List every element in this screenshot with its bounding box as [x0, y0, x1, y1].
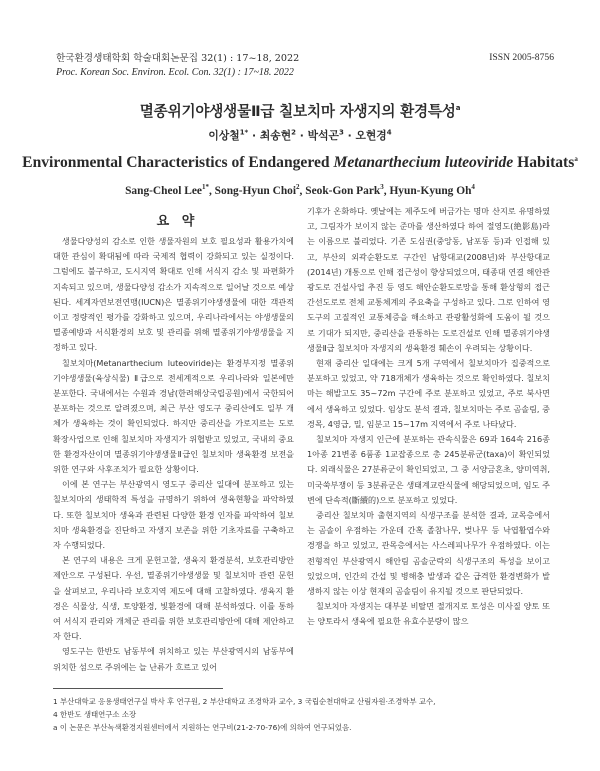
author-affiliation-sup: 3 — [380, 183, 384, 192]
abstract-heading: 요 약 — [156, 214, 199, 229]
author-affiliation-sup: 4 — [471, 183, 475, 192]
authors-ko — [0, 128, 600, 143]
author-name: Seok-Gon Park — [305, 185, 381, 197]
footnote-line: 4 한반도 생태연구소 소장 — [53, 710, 137, 719]
title-en-post: Habitats — [513, 154, 575, 171]
author-separator: · — [296, 129, 308, 142]
author-separator: · — [343, 129, 356, 142]
abstract-paragraph: 칠보치마 자생지 인근에 분포하는 관속식물은 69과 164속 216종 1아종 21변종 6품종 1교잡종으로 총 245분류군(taxa)이 확인되었다. 외래식물은 27분류군이 확인되었고, 그 중 서양금혼초, 양미역취, 미국쑥부쟁이 등 3분류군은 생태계교란식물에 해당되었으며, 임도 주변에 단속적(斷續的)으로 분포하고 있었다. — [307, 434, 550, 505]
title-en-pre: Environmental Characteristics of Endangered — [22, 154, 334, 171]
author-name: Hyun-Kyung Oh — [389, 185, 472, 197]
author-separator: , — [383, 185, 390, 197]
author-name: Sang-Cheol Lee — [125, 185, 202, 197]
title-ko-sup: a — [455, 104, 461, 113]
abstract-paragraph: 현재 중리산 일대에는 크게 5개 구역에서 칠보치마가 집중적으로 분포하고 있었고, 약 718개체가 생육하는 것으로 확인하였다. 칠보치마는 해발고도 35~72m 구간에 주로 분포하고 있었고, 주로 북사면에서 생육하고 있었다. 임상도 분석 결과, 칠보치마는 주로 곰솔림, 중경목, 4영급, 밀, 임분고 15~17m 지역에서 주로 나타났다. — [307, 358, 550, 429]
author-separator: · — [248, 129, 260, 142]
footnote-line: 1 부산대학교 응용생태연구실 박사 후 연구원, 2 부산대학교 조경학과 교수, 3 국립순천대학교 산림자원·조경학부 교수, — [53, 697, 436, 706]
abstract-paragraph: 이에 본 연구는 부산광역시 영도구 중리산 일대에 분포하고 있는 칠보치마의 생태학적 특성을 규명하기 위하여 생육현황을 파악하였다. 또한 칠보치마 생육과 관련된 다양한 환경 인자를 파악하여 칠보치마 생육환경을 진단하고 자생지 보존을 위한 기초자료를 구축하고자 수행되었다. — [53, 479, 294, 551]
author-name: Song-Hyun Choi — [214, 185, 297, 197]
author-name: 최송현 — [259, 129, 292, 142]
paper-title-en — [0, 154, 600, 172]
title-ko-text: 멸종위기야생생물Ⅱ급 칠보치마 자생지의 환경특성 — [139, 103, 456, 120]
abstract-paragraph: 영도구는 한반도 남동부에 위치하고 있는 부산광역시의 남동부에 위치한 섬으로 주위에는 늘 난류가 흐르고 있어 — [53, 646, 294, 672]
footnote-line: a 이 논문은 부산녹색환경지원센터에서 지원하는 연구비(21-2-70-76)에 의하여 연구되었음. — [53, 723, 352, 732]
authors-en — [0, 185, 600, 197]
author-separator: , — [208, 185, 215, 197]
journal-title-ko: 한국환경생태학회 학술대회논문집 32(1) : 17~18, 2022 — [56, 53, 300, 64]
author-separator: , — [299, 185, 306, 197]
abstract-paragraph: 본 연구의 내용은 크게 문헌고찰, 생육지 환경분석, 보호관리방안 제안으로 구성된다. 우선, 멸종위기야생생물 및 칠보치마 관련 문헌을 살펴보고, 우리나라 보호지역 제도에 대해 고찰하였다. 생육지 환경은 식물상, 식생, 토양환경, 빛환경에 대해 분석하였다. 이를 통하여 서식지 관리와 개체군 관리를 위한 보호관리방안에 대해 제안하고자 한다. — [53, 555, 294, 642]
right-column — [307, 204, 550, 630]
title-en-species: Metanarthecium luteoviride — [333, 154, 514, 171]
running-header — [56, 52, 299, 80]
footnotes — [53, 695, 553, 734]
abstract-paragraph: 칠보치마 자생지는 대부분 비탈면 절개지로 토성은 미사질 양토 또는 양토라서 생육에 필요한 유효수분량이 많으 — [307, 601, 550, 627]
author-affiliation-sup: 4 — [386, 128, 392, 137]
paper-title-ko — [0, 100, 600, 121]
author-affiliation-sup: 2 — [291, 128, 297, 137]
journal-title-en: Proc. Korean Soc. Environ. Ecol. Con. 32(1) : 17~18. 2022 — [56, 67, 294, 78]
author-name: 박석곤 — [307, 129, 339, 142]
author-affiliation-sup: 1* — [201, 183, 209, 192]
title-en-sup: a — [574, 154, 578, 163]
abstract-paragraph: 생물다양성의 감소로 인한 생물자원의 보호 필요성과 활용가치에 대한 관심이 확대됨에 따라 국제적 협력이 강화되고 있는 실정이다. 그럼에도 불구하고, 도시지역 확대로 인해 서식지 감소 및 파편화가 지속되고 있으며, 생물다양성 감소가 지속적으로 일어날 것으로 예상된다. 세계자연보전연맹(IUCN)은 멸종위기야생생물에 대한 객관적이고 정량적인 평가를 강화하고 있으며, 우리나라에서는 야생생물의 멸종예방과 서식환경의 보호 및 관리를 위해 멸종위기야생생물을 지정하고 있다. — [53, 236, 294, 353]
author-affiliation-sup: 3 — [338, 128, 344, 137]
footnote-rule — [53, 688, 223, 689]
abstract-paragraph: 중리산 칠보치마 출현지역의 식생구조를 분석한 결과, 교목층에서는 곰솔이 우점하는 가운데 간혹 졸참나무, 벚나무 등 낙엽활엽수와 경쟁을 하고 있었고, 관목층에서는 사스레피나무가 우점하였다. 이는 전형적인 부산광역시 해안림 곰솔군락의 식생구조의 특성을 보이고 있었으며, 인간의 간섭 및 병해충 발생과 같은 급격한 환경변화가 발생하지 않는 이상 현재의 곰솔림이 유지될 것으로 판단되었다. — [307, 510, 550, 597]
abstract-paragraph: 기후가 온화하다. 옛날에는 제주도에 버금가는 명마 산지로 유명하였고, 그림자가 보이지 않는 준마를 생산하였다 하여 절영도(絶影島)라는 이름으로 불리었다. 기존 도심권(중앙동, 남포동 등)과 인접해 있고, 부산의 외곽순환도로 구간인 남항대교(2008년)와 부산항대교(2014년) 개통으로 인해 접근성이 향상되었으며, 태종대 연결 해안관광도로 건설사업 추진 등 영도 해안순환도로망을 통해 환상형의 접근 간선도로로 전체 교통체계의 주요축을 구성하고 있다. 그로 인하여 영도구의 고질적인 교통체증을 해소하고 관광활성화에 도움이 될 것으로 기대가 되지만, 중리산을 관통하는 도로건설로 인해 멸종위기야생생물Ⅱ급 칠보치마 자생지의 생육환경 훼손이 우려되는 상황이다. — [307, 206, 550, 353]
author-name: 오현경 — [355, 129, 387, 142]
left-column — [53, 234, 294, 675]
author-affiliation-sup: 1* — [239, 128, 249, 137]
author-affiliation-sup: 2 — [296, 183, 300, 192]
author-name: 이상철 — [208, 129, 240, 142]
abstract-paragraph: 칠보치마(Metanarthecium luteoviride)는 환경부지정 멸종위기야생생물(육상식물) Ⅱ급으로 전세계적으로 우리나라와 일본에만 분포한다. 국내에서는 수원과 경남(한려해상국립공원)에서 국한되어 분포하는 것으로 알려졌으며, 최근 부산 영도구 중리산에도 일부 개체가 생육하는 것이 확인되었다. 하지만 중리산을 가로지르는 도로 확장사업으로 인해 칠보치마 자생지가 위협받고 있었고, 국내의 중요한 환경자산이며 멸종위기야생생물Ⅱ급인 칠보치마 생육환경 보전을 위한 연구와 사후조치가 필요한 상황이다. — [53, 357, 294, 475]
issn: ISSN 2005-8756 — [489, 52, 554, 63]
